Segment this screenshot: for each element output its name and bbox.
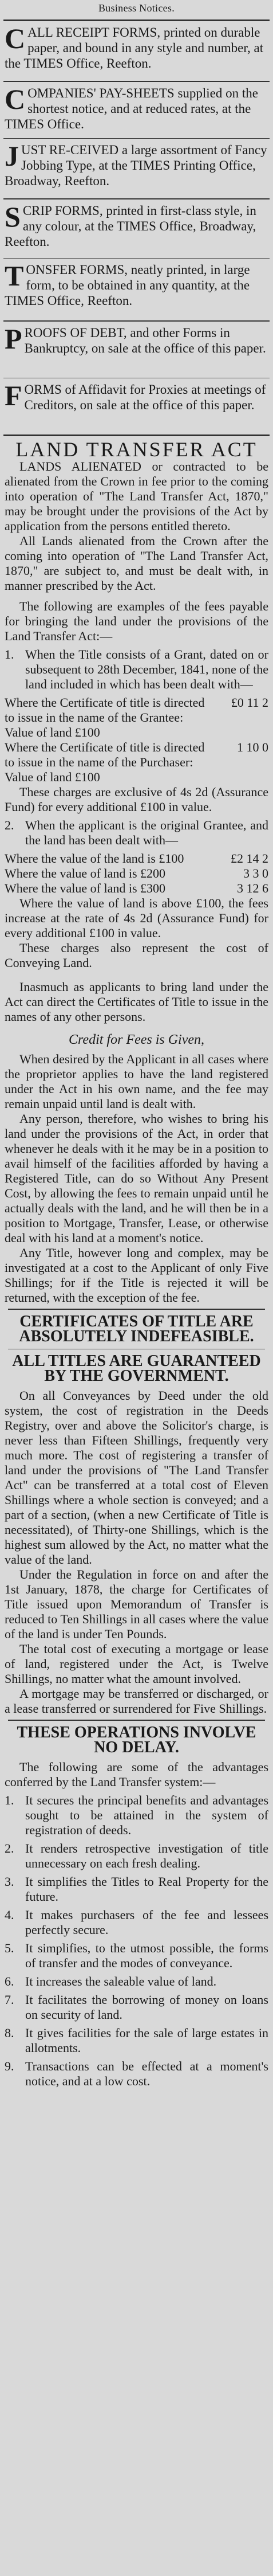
list-item: 1. When the Title consists of a Grant, dated on or subsequent to 28th December, 1841, none of the land included in which has been dealt with— <box>5 647 268 691</box>
paragraph: A mortgage may be transferred or discharged, or a lease transferred or surrendered for Five Shillings. <box>5 1686 268 1716</box>
ad-text: ORMS of Affidavit for Proxies at meetings of Creditors, on sale at the office of this paper. <box>24 382 266 412</box>
fee-row: Where the Certificate of title is directed to issue in the name of the Purchaser: Value of land £100 1 10 0 <box>5 740 268 784</box>
fee-row: Where the value of land is £200 3 3 0 <box>5 866 268 880</box>
ad-text: UST RE-CEIVED a large assortment of Fancy Jobbing Type, at the TIMES Printing Office, Broadway, Reefton. <box>5 143 267 188</box>
ad-proofs-of-debt <box>5 322 268 374</box>
ad-text: ROOFS OF DEBT, and other Forms in Bankruptcy, on sale at the office of this paper. <box>24 325 266 355</box>
list-item: 5. It simplifies, to the utmost possible, the forms of transfer and the modes of conveyance. <box>5 1940 268 1970</box>
drop-cap: T <box>5 260 24 292</box>
paragraph: Any Title, however long and complex, may be investigated at a cost to the Applicant of only Five Shillings; for if the Title is rejected it will be returned, with the exception of the fee. <box>5 1246 268 1305</box>
paragraph: The total cost of executing a mortgage or lease of land, registered under the Act, is Twelve Shillings, no matter what the amount involved. <box>5 1642 268 1686</box>
divider <box>3 320 270 322</box>
ad-text: ONSFER FORMS, neatly printed, in large form, to be obtained in any quantity, at the TIMES Office, Reefton. <box>5 263 250 308</box>
drop-cap: S <box>5 200 21 233</box>
divider <box>3 138 270 139</box>
charges-note: These charges are exclusive of 4s 2d (Assurance Fund) for every additional £100 in value. <box>5 785 268 814</box>
ad-text: OMPANIES' PAY-SHEETS supplied on the shortest notice, and at reduced rates, at the TIMES Office. <box>5 85 258 131</box>
section-caption: Business Notices. <box>98 2 175 14</box>
fee-row: Where the value of the land is £100 £2 14 2 <box>5 851 268 866</box>
drop-cap: C <box>5 22 26 54</box>
drop-cap: F <box>5 379 22 412</box>
divider <box>3 81 270 82</box>
divider <box>3 378 270 379</box>
charges-note-2: These charges also represent the cost of Conveying Land. <box>5 941 268 970</box>
land-transfer-title: LAND TRANSFER ACT <box>15 438 258 461</box>
divider <box>3 19 270 21</box>
list-item: 6. It increases the saleable value of land. <box>5 1974 217 1988</box>
ad-affidavit-forms <box>5 379 268 431</box>
paragraph: Under the Regulation in force on and after the 1st January, 1878, the charge for Certificates of Title issued upon Memorandum of Transfer is reduced to Ten Shillings in all cases where the value of the land is under Ten Pounds. <box>5 1567 268 1641</box>
divider <box>8 1720 265 1721</box>
drop-cap: C <box>5 83 26 115</box>
drop-cap: J <box>5 140 19 172</box>
credit-heading: Credit for Fees is Given, <box>68 1032 205 1047</box>
paragraph: Any person, therefore, who wishes to bring his land under the provisions of the Act, in order that whenever he deals with it he may be in a position to avail himself of the facilities afforded by having a Registered Title, can do so Without Any Present Cost, by allowing the fees to remain unpaid until he actually deals with the land, and he will then be in a position to Mortgage, Transfer, Lease, or otherwise deal with his land at a moment's notice. <box>5 1111 268 1245</box>
ad-transfer-forms <box>5 262 268 317</box>
list-item: 3. It simplifies the Titles to Real Property for the future. <box>5 1874 268 1904</box>
land-transfer-notice <box>5 438 268 2089</box>
list-item: 4. It makes purchasers of the fee and lessees perfectly secure. <box>5 1907 268 1937</box>
list-item: 2. When the applicant is the original Grantee, and the land has been dealt with— <box>5 818 268 847</box>
ad-scrip-forms <box>5 200 268 255</box>
fee-increase-note: Where the value of land is above £100, the fees increase at the rate of 4s 2d (Assurance Fund) for every additional £100 in value. <box>5 896 268 940</box>
divider <box>8 1309 265 1310</box>
divider <box>3 434 270 436</box>
divider <box>8 1349 265 1350</box>
certificates-heading: CERTIFICATES OF TITLE ARE ABSOLUTELY INDEFEASIBLE. <box>19 1312 254 1345</box>
ad-text: CRIP FORMS, printed in first-class style, in any colour, at the TIMES Office, Broadway, Reefton. <box>5 203 256 249</box>
fee-example-2 <box>5 818 268 970</box>
intro-paragraph: LANDS ALIENATED or contracted to be alienated from the Crown in fee prior to the coming into operation of "The Land Transfer Act, 1870," may be brought under the provisions of the Act by application from the persons entitled thereto. <box>5 459 268 533</box>
divider <box>3 258 270 259</box>
list-item: 2. It renders retrospective investigation of title unnecessary on each fresh dealing. <box>5 1841 268 1870</box>
guarantee-heading: ALL TITLES ARE GUARANTEED BY THE GOVERNMENT. <box>12 1352 261 1385</box>
advantages-list <box>5 1793 268 2089</box>
advantages-intro: The following are some of the advantages conferred by the Land Transfer system:— <box>5 1759 268 1789</box>
list-item: 8. It gives facilities for the sale of large estates in allotments. <box>5 2025 268 2055</box>
list-item: 9. Transactions can be effected at a moment's notice, and at a low cost. <box>5 2058 268 2088</box>
intro-paragraph-2: All Lands alienated from the Crown after the coming into operation of "The Land Transfer Act, 1870," are subject to, and must be dealt with, in manner prescribed by the Act. <box>5 534 268 593</box>
ad-jobbing-type <box>5 142 268 195</box>
ad-pay-sheets <box>5 85 268 135</box>
list-item: 7. It facilitates the borrowing of money on loans on security of land. <box>5 1992 268 2022</box>
fee-row: Where the Certificate of title is directed to issue in the name of the Grantee: Value of land £100 £0 11 2 <box>5 695 268 739</box>
ad-text: ALL RECEIPT FORMS, printed on durable paper, and bound in any style and number, at the TIMES Office, Reefton. <box>5 25 264 71</box>
operations-heading: THESE OPERATIONS INVOLVE NO DELAY. <box>17 1723 256 1756</box>
list-item: 1. It secures the principal benefits and advantages sought to be attained in the system of registration of deeds. <box>5 1792 268 1837</box>
fee-row: Where the value of land is £300 3 12 6 <box>5 881 268 895</box>
paragraph: Inasmuch as applicants to bring land under the Act can direct the Certificates of Title to issue in the names of any other persons. <box>5 980 268 1024</box>
paragraph: When desired by the Applicant in all cases where the proprietor applies to have the land registered under the Act in his own name, and the fee may remain unpaid until land is dealt with. <box>5 1052 268 1111</box>
divider <box>3 198 270 199</box>
fee-example-1 <box>5 647 268 815</box>
drop-cap: P <box>5 322 22 355</box>
ad-receipt-forms <box>5 22 268 77</box>
examples-intro: The following are examples of the fees payable for bringing the land under the provisions of the Land Transfer Act:— <box>5 599 268 643</box>
paragraph: On all Conveyances by Deed under the old system, the cost of registration in the Deeds Registry, over and above the Solicitor's charge, is never less than Fifteen Shillings, frequently very much more. The cost of registering a transfer of land under the provisions of "The Land Transfer Act" can be transferred at a total cost of Eleven Shillings where a whole section is conveyed; and a part of a section, (when a new Certificate of Title is necessitated), of Thirty-one Shillings, which is the highest sum allowed by the Act, no matter what the value of the land. <box>5 1388 268 1567</box>
